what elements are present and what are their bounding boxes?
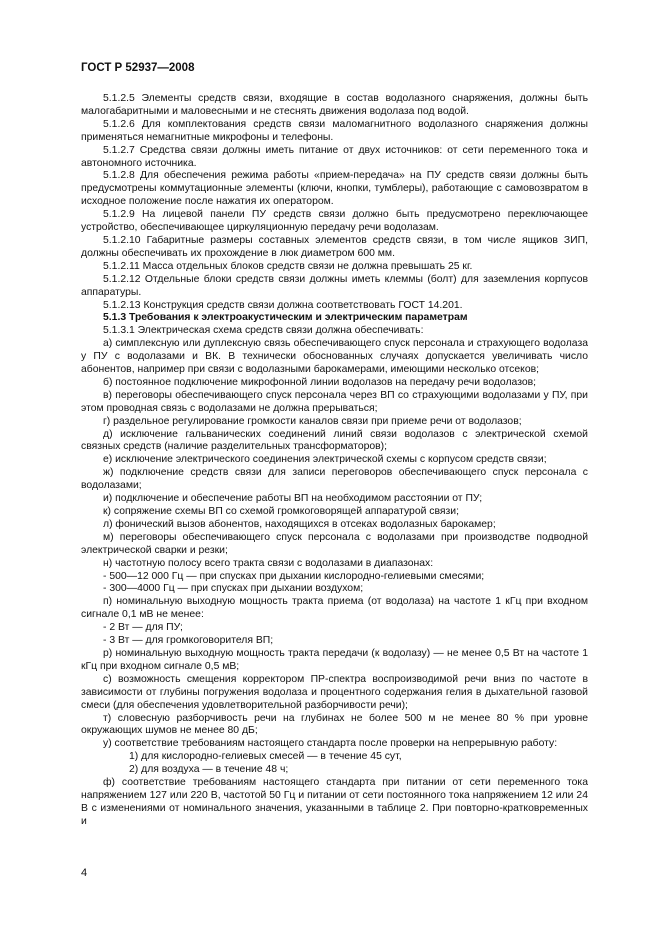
list-item-v: в) переговоры обеспечивающего спуск персонала через ВП со страхующими водолазами у ПУ, при этом проводная связь с водолазами не должна прерываться;	[81, 389, 588, 414]
clause-5-1-2-9: 5.1.2.9 На лицевой панели ПУ средств связи должно быть предусмотрено переключающее устройство, обеспечивающее циркуляционную передачу речи водолазам.	[81, 209, 588, 234]
list-item-l: л) фонический вызов абонентов, находящихся в отсеках водолазных барокамер;	[103, 518, 496, 530]
page-number: 4	[81, 867, 88, 879]
clause-5-1-2-13: 5.1.2.13 Конструкция средств связи должна соответствовать ГОСТ 14.201.	[103, 299, 463, 311]
list-item-s: с) возможность смещения корректором ПР-спектра воспроизводимой речи вниз по частоте в зависимости от глубины погружения водолаза и процентного содержания гелия в дыхательной газовой смеси (для обеспечения удовлетворительной разборчивости речи);	[81, 673, 588, 711]
list-item-zh: ж) подключение средств связи для записи переговоров обеспечивающего спуск персонала с водолазами;	[81, 467, 588, 492]
clause-5-1-2-12: 5.1.2.12 Отдельные блоки средств связи должны иметь клеммы (болт) для заземления корпусов аппаратуры.	[81, 273, 588, 298]
power-item: - 2 Вт — для ПУ;	[103, 622, 183, 634]
clause-5-1-2-6: 5.1.2.6 Для комплектования средств связи маломагнитного водолазного снаряжения должны применяться немагнитные микрофоны и телефоны.	[81, 118, 588, 143]
clause-5-1-2-8: 5.1.2.8 Для обеспечения режима работы «прием-передача» на ПУ средств связи должны быть предусмотрены коммутационные элементы (ключи, кнопки, тумблеры), работающие с самовозвратом в исходное положение после нажатия их оператором.	[81, 170, 588, 208]
list-item-f: ф) соответствие требованиям настоящего стандарта при питании от сети переменного тока напряжением 127 или 220 В, частотой 50 Гц и питании от сети постоянного тока напряжением 12 или 24 В с изменениями от номинального значения, указанными в таблице 2. При повторно-кратковременных и	[81, 777, 588, 827]
frequency-range-item: - 300—4000 Гц — при спусках при дыхании воздухом;	[103, 583, 364, 595]
list-item-b: б) постоянное подключение микрофонной линии водолазов на передачу речи водолазов;	[103, 376, 537, 388]
document-header: ГОСТ Р 52937—2008	[81, 62, 195, 74]
list-item-m: м) переговоры обеспечивающего спуск персонала с водолазами при производстве подводной электрической сварки и резки;	[81, 531, 588, 556]
clause-5-1-2-11: 5.1.2.11 Масса отдельных блоков средств связи не должна превышать 25 кг.	[103, 260, 473, 272]
list-item-r: р) номинальную выходную мощность тракта передачи (к водолазу) — не менее 0,5 Вт на частоте 1 кГц при входном сигнале 0,5 мВ;	[81, 647, 588, 672]
list-item-u: у) соответствие требованиям настоящего стандарта после проверки на непрерывную работу:	[103, 738, 558, 750]
document-body	[81, 93, 588, 829]
list-item-e: е) исключение электрического соединения электрической схемы с корпусом средств связи;	[103, 454, 547, 466]
list-item-k: к) сопряжение схемы ВП со схемой громкоговорящей аппаратурой связи;	[103, 506, 459, 517]
list-item-g: г) раздельное регулирование громкости каналов связи при приеме речи от водолазов;	[103, 415, 522, 427]
clause-5-1-2-5: 5.1.2.5 Элементы средств связи, входящие в состав водолазного снаряжения, должны быть малогабаритными и маловесными и не стеснять движения водолаза под водой.	[81, 93, 588, 117]
list-item-i: и) подключение и обеспечение работы ВП на необходимом расстоянии от ПУ;	[103, 493, 483, 505]
frequency-range-item: - 500—12 000 Гц — при спусках при дыхании кислородно-гелиевыми смесями;	[103, 570, 485, 582]
clause-5-1-3-1: 5.1.3.1 Электрическая схема средств связи должна обеспечивать:	[103, 325, 424, 337]
list-item-d: д) исключение гальванических соединений линий связи водолазов с электрической схемой связных средств (наличие разделительных трансформаторов);	[81, 428, 588, 453]
list-item-t: т) словесную разборчивость речи на глубинах не более 500 м не менее 80 % при уровне окружающих шумов не менее 80 дБ;	[81, 712, 588, 737]
sub-item-2: 2) для воздуха — в течение 48 ч;	[129, 764, 289, 776]
power-item: - 3 Вт — для громкоговорителя ВП;	[103, 635, 274, 647]
section-heading-5-1-3: 5.1.3 Требования к электроакустическим и электрическим параметрам	[103, 312, 468, 324]
list-item-a: а) симплексную или дуплексную связь обеспечивающего спуск персонала и страхующего водолаза у ПУ с водолазами и ВК. В технически обоснованных случаях допускается увеличивать число абонентов, например при связи с водолазными барокамерами, имеющими несколько отсеков;	[81, 338, 588, 376]
clause-5-1-2-10: 5.1.2.10 Габаритные размеры составных элементов средств связи, в том числе ящиков ЗИП, должны обеспечивать их прохождение в люк диаметром 600 мм.	[81, 234, 588, 259]
clause-5-1-2-7: 5.1.2.7 Средства связи должны иметь питание от двух источников: от сети переменного тока и автономного источника.	[81, 144, 588, 169]
sub-item-1: 1) для кислородно-гелиевых смесей — в течение 45 сут,	[129, 751, 402, 763]
list-item-p: п) номинальную выходную мощность тракта приема (от водолаза) на частоте 1 кГц при входном сигнале 0,1 мВ не менее:	[81, 596, 588, 621]
list-item-n: н) частотную полосу всего тракта связи с водолазами в диапазонах:	[103, 557, 434, 569]
